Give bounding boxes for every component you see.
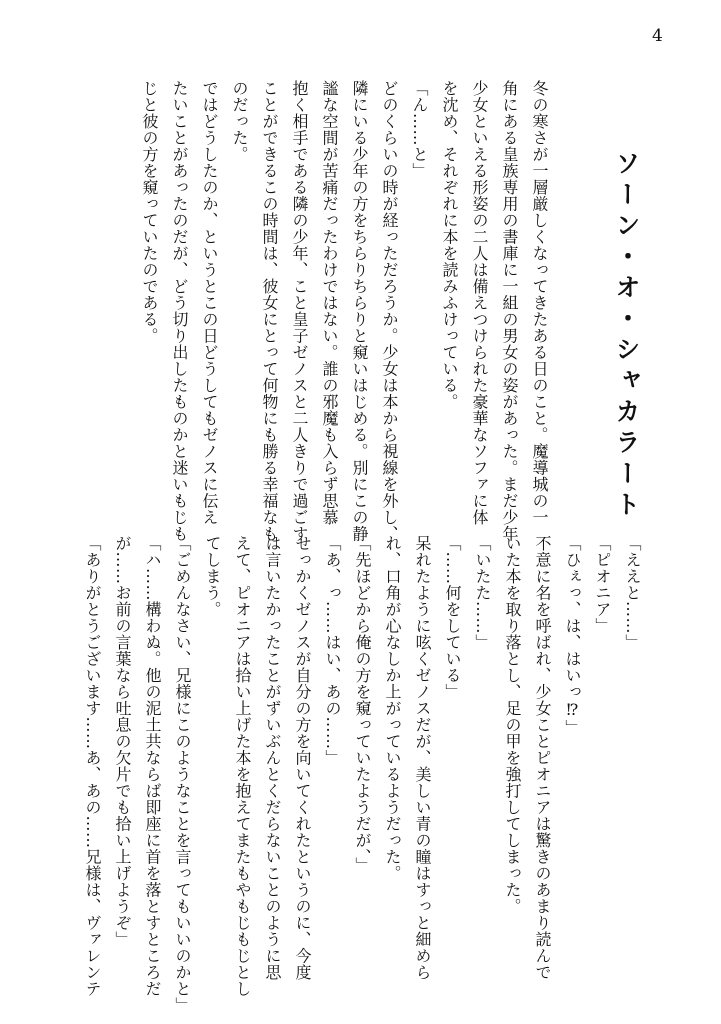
text-line: 隣にいる少年の方をちらりちらりと窺いはじめる。別にこの静 — [350, 80, 369, 542]
text-line: を沈め、それぞれに本を読みふけっている。 — [440, 80, 459, 410]
text-line: れ、口角が心なしか上がっているようだった。 — [383, 535, 402, 882]
text-line: 「いたた……」 — [473, 535, 492, 651]
text-line: は言いたかったことがずいぶんとくだらないことのように思 — [263, 535, 282, 981]
text-line: 冬の寒さが一層厳しくなってきたある日のこと。魔導城の一 — [530, 80, 549, 526]
upper-text-block — [134, 80, 554, 542]
chapter-title: ソーン・オ・シャカラート — [612, 150, 641, 522]
text-line: どのくらいの時が経っただろうか。少女は本から視線を外し、 — [380, 80, 399, 542]
text-line: 抱く相手である隣の少年、こと皇子ゼノスと二人きりで過ごす — [290, 80, 309, 542]
text-line: ことができるこの時間は、彼女にとって何物にも勝る幸福なも — [260, 80, 279, 542]
text-line: ではどうしたのか、というとこの日どうしてもゼノスに伝え — [200, 80, 219, 526]
text-line: えて、ピオニアは拾い上げた本を抱えてまたもやもじもじとし — [233, 535, 252, 997]
text-line: 不意に名を呼ばれ、少女ことピオニアは驚きのあまり読んで — [533, 535, 552, 981]
text-line: 「……何をしている」 — [443, 535, 462, 700]
text-line: いた本を取り落とし、足の甲を強打してしまった。 — [503, 535, 522, 915]
text-line: 角にある皇族専用の書庫に一組の男女の姿があった。まだ少年 — [500, 80, 519, 542]
text-line: 呆れたように呟くゼノスだが、美しい青の瞳はすっと細めら — [413, 535, 432, 981]
text-line: が……お前の言葉なら吐息の欠片でも拾い上げようぞ」 — [113, 535, 132, 948]
lower-text-block — [77, 535, 647, 1014]
text-line: せっかくゼノスが自分の方を向いてくれたというのに、今度 — [293, 535, 312, 981]
text-line: 「ん……と」 — [410, 80, 429, 179]
text-line: 「先ほどから俺の方を窺っていたようだが、」 — [353, 535, 372, 874]
page-number: 4 — [652, 26, 663, 46]
text-line: のだった。 — [230, 80, 249, 163]
text-line: てしまう。 — [203, 535, 222, 618]
text-line: 少女といえる形姿の二人は備えつけられた豪華なソファに体 — [470, 80, 489, 526]
text-line: 「ええと……」 — [623, 535, 642, 651]
text-line: 「ハ……構わぬ。他の泥土共ならば即座に首を落とすところだ — [143, 535, 162, 997]
text-line: 「ひぇっ、は、はいっ⁉」 — [563, 535, 582, 736]
text-line: 「ありがとうございます……あ、あの……兄様は、ヴァレンテ — [83, 535, 102, 997]
text-line: 謐な空間が苦痛だったわけではない。誰の邪魔も入らず思慕 — [320, 80, 339, 526]
text-line: 「ごめんなさい、兄様にこのようなことを言ってもいいのかと」 — [173, 535, 192, 1014]
text-line: たいことがあったのだが、どう切り出したものかと迷いもじも — [170, 80, 189, 542]
text-line: じと彼の方を窺っていたのである。 — [140, 80, 159, 344]
text-line: 「あ、っ……はい、あの……」 — [323, 535, 342, 766]
text-line: 「ピオニア」 — [593, 535, 612, 634]
